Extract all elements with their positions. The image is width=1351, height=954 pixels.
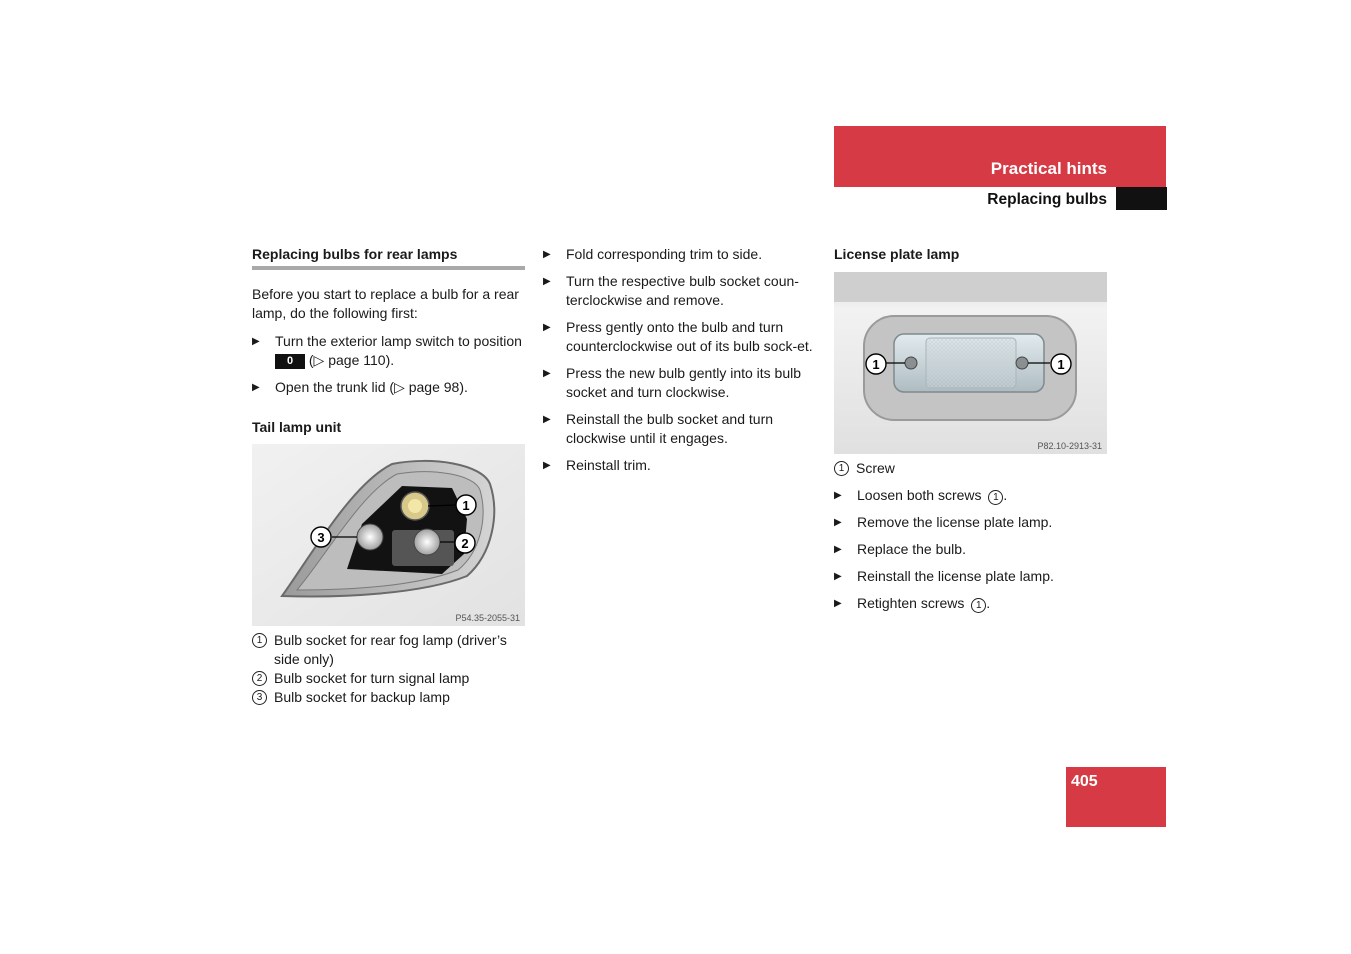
- callout-marker: 2: [252, 671, 267, 686]
- legend-item: [834, 459, 1107, 478]
- step-item: [834, 594, 1107, 613]
- step-item: [834, 513, 1107, 532]
- arrow-right-icon: ▶: [543, 414, 551, 425]
- legend-text: Screw: [856, 460, 895, 476]
- step-text: Replace the bulb.: [857, 541, 966, 557]
- intro-text: Before you start to replace a bulb for a rear lamp, do the following first:: [252, 286, 519, 321]
- step-item: [543, 456, 815, 475]
- step-item: [834, 486, 1107, 505]
- step-text: Reinstall the license plate lamp.: [857, 568, 1054, 584]
- column-license-lamp: [834, 244, 1107, 613]
- step-text: Turn the respective bulb socket coun-terclockwise and remove.: [566, 273, 799, 308]
- legend-text: Bulb socket for rear fog lamp (driver’s side only): [274, 632, 507, 667]
- arrow-right-icon: ▶: [834, 517, 842, 528]
- arrow-right-icon: ▶: [543, 460, 551, 471]
- callout-1: 1: [462, 498, 470, 513]
- punctuation: .: [986, 595, 991, 611]
- page-number: 405: [1071, 773, 1098, 790]
- step-item: [543, 245, 815, 264]
- heading-rear-lamps: Replacing bulbs for rear lamps: [252, 246, 458, 262]
- legend-item: [252, 631, 525, 669]
- step-item: [252, 378, 525, 397]
- column-rear-lamps: [252, 244, 525, 707]
- callout-1-right: 1: [1057, 357, 1065, 372]
- arrow-right-icon: ▶: [543, 276, 551, 287]
- step-text: Turn the exterior lamp switch to position: [275, 333, 522, 349]
- step-item: [252, 332, 525, 370]
- callout-1-left: 1: [872, 357, 880, 372]
- step-text: Retighten screws: [857, 595, 965, 611]
- step-item: [543, 410, 815, 448]
- page-reference: (▷ page 110).: [308, 352, 395, 368]
- figure-code: P54.35-2055-31: [455, 613, 520, 623]
- step-item: [543, 318, 815, 356]
- step-text: Press gently onto the bulb and turn counterclockwise out of its bulb sock-et.: [566, 319, 813, 354]
- heading-rule: [252, 266, 525, 270]
- step-text: Reinstall the bulb socket and turn clockwise until it engages.: [566, 411, 774, 446]
- license-lamp-figure: [834, 272, 1107, 454]
- switch-position-key: 0: [275, 354, 305, 369]
- arrow-right-icon: ▶: [543, 368, 551, 379]
- column-steps: [543, 244, 815, 475]
- step-item: [834, 540, 1107, 559]
- step-text: Reinstall trim.: [566, 457, 651, 473]
- step-text: Loosen both screws: [857, 487, 982, 503]
- header-black-tab: [1116, 187, 1167, 210]
- callout-marker: 1: [252, 633, 267, 648]
- arrow-right-icon: ▶: [543, 249, 551, 260]
- step-item: [543, 364, 815, 402]
- figure-code: P82.10-2913-31: [1037, 441, 1102, 451]
- step-text: Fold corresponding trim to side.: [566, 246, 763, 262]
- license-lamp-illustration: [834, 272, 1107, 454]
- heading-license-lamp: License plate lamp: [834, 246, 960, 262]
- arrow-right-icon: ▶: [252, 336, 260, 347]
- legend-item: [252, 669, 525, 688]
- callout-2: 2: [461, 536, 469, 551]
- tail-lamp-illustration: [252, 444, 525, 626]
- section-title: Practical hints: [990, 159, 1107, 178]
- step-item: [543, 272, 815, 310]
- step-item: [834, 567, 1107, 586]
- arrow-right-icon: ▶: [834, 490, 842, 501]
- arrow-right-icon: ▶: [252, 382, 260, 393]
- arrow-right-icon: ▶: [543, 322, 551, 333]
- subsection-title: Replacing bulbs: [987, 191, 1107, 208]
- callout-3: 3: [317, 530, 325, 545]
- heading-tail-lamp: Tail lamp unit: [252, 419, 342, 435]
- callout-marker: 3: [252, 690, 267, 705]
- step-text: Press the new bulb gently into its bulb socket and turn clockwise.: [566, 365, 802, 400]
- step-text: Remove the license plate lamp.: [857, 514, 1053, 530]
- legend-item: [252, 688, 525, 707]
- callout-marker: 1: [971, 598, 986, 613]
- arrow-right-icon: ▶: [834, 544, 842, 555]
- callout-marker: 1: [988, 490, 1003, 505]
- punctuation: .: [1003, 487, 1008, 503]
- tail-lamp-figure: [252, 444, 525, 626]
- arrow-right-icon: ▶: [834, 598, 842, 609]
- tail-legend: [252, 631, 525, 707]
- step-text: Open the trunk lid (▷ page 98).: [275, 379, 468, 395]
- legend-text: Bulb socket for backup lamp: [274, 689, 450, 705]
- legend-text: Bulb socket for turn signal lamp: [274, 670, 470, 686]
- callout-marker: 1: [834, 461, 849, 476]
- arrow-right-icon: ▶: [834, 571, 842, 582]
